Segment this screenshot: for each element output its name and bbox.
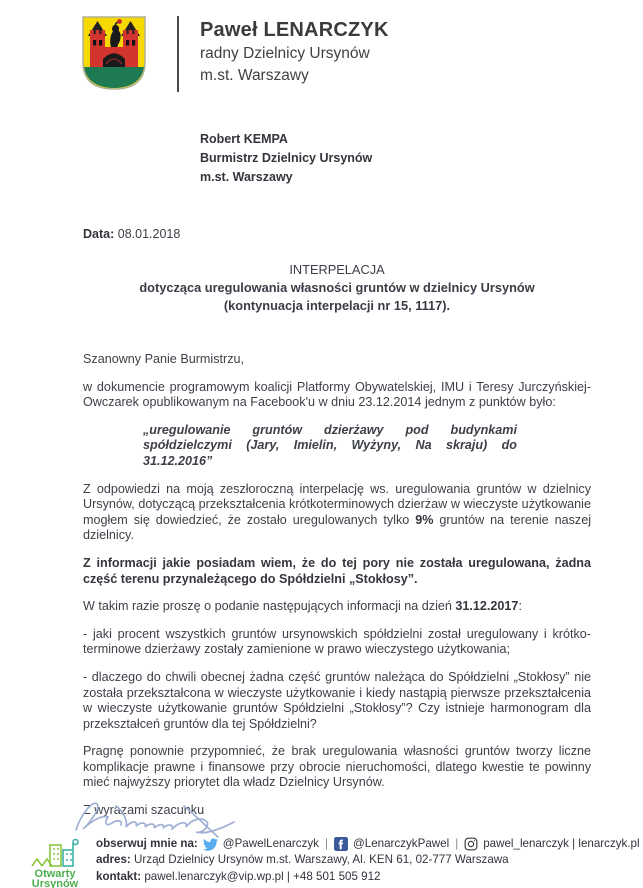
sender-role-line1: radny Dzielnicy Ursynów: [200, 45, 370, 62]
twitter-handle: @PawelLenarczyk: [222, 837, 319, 850]
handwritten-signature-icon: [66, 794, 256, 840]
contact-label: kontakt:: [96, 869, 142, 883]
sender-name: Paweł LENARCZYK: [200, 19, 389, 41]
logo-word-ursynow: Ursynów: [31, 878, 79, 888]
ursynow-coat-of-arms-icon: [80, 14, 148, 92]
paragraph-reminder: Pragnę ponownie przypomnieć, że brak uregulowania własności gruntów tworzy liczne komplikacje prawne i finansowe przy obrocie nieruchomości, dlatego kwestie te powinny mieć najwyższy priorytet dla władz Dzielnicy Ursynów.: [83, 744, 591, 790]
document-title: [83, 261, 591, 315]
twitter-icon: [203, 838, 218, 851]
letterhead: [200, 17, 389, 87]
recipient-block: [200, 130, 372, 187]
percent-value: 9%: [415, 512, 434, 527]
instagram-handle: pawel_lenarczyk | lenarczyk.pl: [483, 837, 640, 850]
paragraph-intro: w dokumencie programowym koalicji Platformy Obywatelskiej, IMU i Teresy Jurczyńskiej-Owczarek opublikowanym na Facebook'u w dniu 23.12.2014 jednym z punktów było:: [83, 379, 591, 410]
title-line2: dotycząca uregulowania własności gruntów w dzielnicy Ursynów: [139, 280, 535, 295]
date-line: [83, 227, 180, 241]
recipient-name: Robert KEMPA: [200, 132, 288, 146]
footer-contact-block: [96, 836, 640, 885]
footer: [26, 836, 640, 888]
separator: |: [455, 837, 459, 850]
paragraph-request: [83, 599, 591, 615]
title-line1: INTERPELACJA: [289, 262, 385, 277]
recipient-title: Burmistrz Dzielnicy Ursynów: [200, 151, 373, 165]
address-value: Urząd Dzielnicy Ursynów m.st. Warszawy, Al. KEN 61, 02-777 Warszawa: [134, 853, 509, 867]
otwarty-ursynow-logo-icon: [30, 836, 80, 888]
follow-label: obserwuj mnie na:: [96, 837, 198, 850]
contact-value: pawel.lenarczyk@vip.wp.pl | +48 501 505 912: [144, 869, 381, 883]
footer-social-line: [96, 836, 640, 852]
salutation: Szanowny Panie Burmistrzu,: [83, 352, 244, 366]
paragraph-request-text: W takim razie proszę o podanie następujących informacji na dzień: [83, 599, 456, 614]
closing-phrase: Z wyrazami szacunku: [83, 803, 205, 818]
paragraph-answer: [83, 482, 591, 544]
separator: |: [324, 837, 328, 850]
facebook-icon: [334, 837, 348, 851]
quoted-program-point: „uregulowanie gruntów dzierżawy pod budynkami spółdzielczymi (Jary, Imielin, Wyżyny, Na skraju) do 31.12.2016”: [143, 422, 517, 468]
footer-contact-line: [96, 869, 640, 885]
letter-body: [83, 352, 591, 831]
request-date: 31.12.2017: [455, 599, 519, 614]
instagram-icon: [464, 837, 478, 851]
footer-address-line: [96, 852, 640, 868]
paragraph-answer-tail: gruntów na terenie naszej dzielnicy.: [83, 512, 592, 543]
paragraph-emphasis: Z informacji jakie posiadam wiem, że do tej pory nie została uregulowana, żadna część terenu przynależącego do Spółdzielni „Stokłosy”.: [83, 555, 591, 586]
facebook-handle: @LenarczykPawel: [353, 837, 450, 850]
header-divider: [177, 16, 179, 92]
question-item-1: - jaki procent wszystkich gruntów ursynowskich spółdzielni został uregulowany i krótko-terminowe dzierżawy zostały zamienione w prawo wieczystego użytkowania;: [83, 626, 591, 657]
paragraph-answer-text: Z odpowiedzi na moją zeszłoroczną interpelację ws. uregulowania gruntów w dzielnicy Ursynów, dotyczącą przekształcenia krótkoterminowych dzierżaw w wieczyste użytkowanie mogłem się dowiedzieć, że zostało uregulowanych tylko: [83, 481, 591, 527]
sender-role-line2: m.st. Warszawy: [200, 67, 309, 84]
address-label: adres:: [96, 853, 131, 867]
otwarty-ursynow-logo: [26, 836, 84, 888]
paragraph-request-tail: :: [518, 599, 522, 614]
recipient-city: m.st. Warszawy: [200, 170, 293, 184]
logo-word-otwarty: Otwarty: [34, 868, 76, 880]
date-value: 08.01.2018: [114, 227, 181, 241]
question-item-2: - dlaczego do chwili obecnej żadna część gruntów należąca do Spółdzielni „Stokłosy” nie została przekształcona w wieczyste użytkowanie i kiedy nastąpią pierwsze przekształcenia w wieczyste użytkowanie gruntów Spółdzielni „Stokłosy”? Czy istnieje harmonogram dla przekształceń gruntów dla tej Spółdzielni?: [83, 669, 591, 731]
title-line3: (kontynuacja interpelacji nr 15, 1117).: [223, 298, 451, 313]
date-label: Data:: [83, 227, 115, 241]
